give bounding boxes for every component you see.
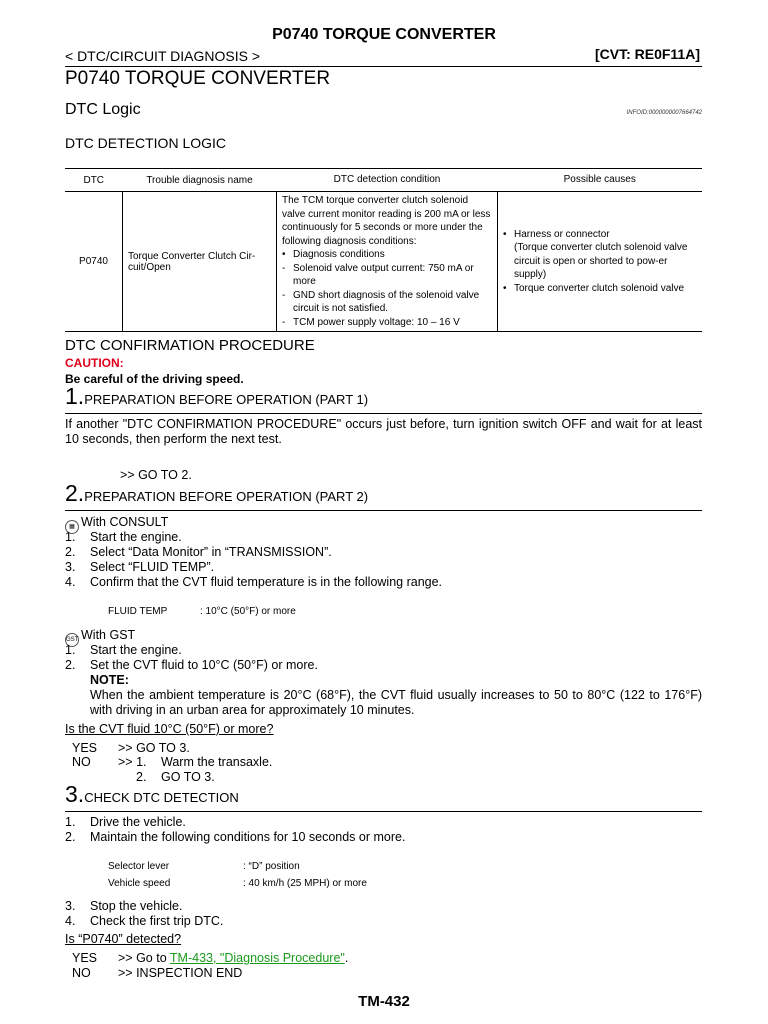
step-number: 1. <box>65 383 85 409</box>
yes-label: YES <box>72 951 98 965</box>
step-title: PREPARATION BEFORE OPERATION (PART 1) <box>84 392 369 407</box>
detection-condition-cell <box>277 192 498 332</box>
with-gst: GST With GST <box>65 628 135 647</box>
list-item: - Solenoid valve output current: 750 mA or more <box>282 262 474 287</box>
dtc-table <box>65 168 702 332</box>
table-header-cell: DTC detection condition <box>277 169 498 192</box>
list-item: 2. Set the CVT fluid to 10°C (50°F) or more. <box>65 658 318 672</box>
list-item: • Diagnosis conditions <box>282 249 385 260</box>
list-item: 1. Start the engine. <box>65 643 182 657</box>
confirmation-heading: DTC CONFIRMATION PROCEDURE <box>65 337 315 354</box>
list-item: (Torque converter clutch solenoid valve circuit is open or shorted to pow-er supply) <box>514 242 688 281</box>
diagnosis-procedure-link[interactable]: TM-433, "Diagnosis Procedure" <box>169 951 345 965</box>
list-item: • Torque converter clutch solenoid valve <box>503 282 685 294</box>
section-label: < DTC/CIRCUIT DIAGNOSIS > <box>65 48 260 64</box>
info-id: INFOID:0000000007664742 <box>626 110 702 116</box>
list-item: 1. Drive the vehicle. <box>65 815 186 829</box>
no-action-1-text: Warm the transaxle. <box>161 755 273 769</box>
detection-logic-heading: DTC DETECTION LOGIC <box>65 135 227 151</box>
table-header-cell: DTC <box>65 169 123 192</box>
condition-label: Selector lever <box>108 861 170 872</box>
condition-value: : 40 km/h (25 MPH) or more <box>243 878 367 889</box>
list-item: - TCM power supply voltage: 10 – 16 V <box>282 316 460 328</box>
yes-action: >> Go to TM-433, "Diagnosis Procedure". <box>118 951 349 965</box>
step-2-heading <box>65 480 368 507</box>
step-number: 3. <box>65 781 85 807</box>
list-item: - GND short diagnosis of the solenoid valve circuit is not satisfied. <box>282 289 480 314</box>
dtc-code-cell: P0740 <box>65 192 123 332</box>
yes-label: YES <box>72 741 98 755</box>
step-3-heading <box>65 781 239 808</box>
caution-label: CAUTION: <box>65 356 124 370</box>
consult-icon: ▦ <box>65 520 79 534</box>
step-title: PREPARATION BEFORE OPERATION (PART 2) <box>84 489 369 504</box>
step-1-text: If another "DTC CONFIRMATION PROCEDURE" occurs just before, turn ignition switch OFF and wait for at least 10 seconds, then perform the next test. <box>65 417 702 446</box>
no-action-1: >> 1. <box>118 755 147 769</box>
note-text: When the ambient temperature is 20°C (68°F), the CVT fluid usually increases to 50 to 80°C (122 to 176°F) with driving in an urban area for approximately 10 minutes. <box>90 688 702 717</box>
list-item: 4. Confirm that the CVT fluid temperature is in the following range. <box>65 575 443 589</box>
list-item: • Harness or connector <box>503 228 610 240</box>
step-1-heading <box>65 383 368 410</box>
no-action-2: 2. <box>136 770 147 784</box>
with-consult: ▦ With CONSULT <box>65 515 168 534</box>
fluid-temp-value: : 10°C (50°F) or more <box>200 606 296 617</box>
page-number: TM-432 <box>358 993 410 1010</box>
fluid-temp-label: FLUID TEMP <box>108 606 168 617</box>
table-header-row <box>65 169 702 192</box>
model-label: [CVT: RE0F11A] <box>594 46 700 62</box>
table-header-cell: Possible causes <box>498 169 703 192</box>
table-header-cell: Trouble diagnosis name <box>123 169 277 192</box>
possible-causes-cell <box>498 192 703 332</box>
gst-steps <box>65 643 318 673</box>
condition-value: : “D” position <box>243 861 300 872</box>
step-rule <box>65 413 702 414</box>
note-label: NOTE: <box>90 673 129 687</box>
list-item: 2. Select “Data Monitor” in “TRANSMISSION”. <box>65 545 332 559</box>
list-item: 3. Stop the vehicle. <box>65 899 183 913</box>
page-header-title: P0740 TORQUE CONVERTER <box>272 26 496 43</box>
list-item: 4. Check the first trip DTC. <box>65 914 224 928</box>
page-title: P0740 TORQUE CONVERTER <box>65 68 331 89</box>
no-label: NO <box>72 966 91 980</box>
step-title: CHECK DTC DETECTION <box>84 790 239 805</box>
yes-action: >> GO TO 3. <box>118 741 190 755</box>
table-row <box>65 192 702 332</box>
step-rule <box>65 811 702 812</box>
list-item: 3. Select “FLUID TEMP”. <box>65 560 215 574</box>
list-item: 1. Start the engine. <box>65 530 182 544</box>
diagnosis-name-cell: Torque Converter Clutch Cir-cuit/Open <box>123 192 277 332</box>
step-3-list-a <box>65 815 405 845</box>
no-action: >> INSPECTION END <box>118 966 243 980</box>
header-rule <box>65 66 702 67</box>
step-number: 2. <box>65 480 85 506</box>
condition-intro: The TCM torque converter clutch solenoid valve current monitor reading is 200 mA or less continuously for 5 seconds or more under the following diagnosis conditions: <box>282 195 491 247</box>
step-2-question: Is the CVT fluid 10°C (50°F) or more? <box>65 722 274 736</box>
condition-label: Vehicle speed <box>108 878 171 889</box>
caution-text: Be careful of the driving speed. <box>65 372 244 386</box>
step-3-list-b <box>65 899 223 929</box>
consult-steps <box>65 530 442 590</box>
step-1-goto: >> GO TO 2. <box>120 468 192 482</box>
step-rule <box>65 510 702 511</box>
list-item: 2. Maintain the following conditions for 10 seconds or more. <box>65 830 406 844</box>
no-label: NO <box>72 755 91 769</box>
no-action-2-text: GO TO 3. <box>161 770 215 784</box>
gst-icon: GST <box>65 633 79 647</box>
step-3-question: Is “P0740” detected? <box>65 932 182 946</box>
dtc-logic-heading: DTC Logic <box>65 101 141 118</box>
